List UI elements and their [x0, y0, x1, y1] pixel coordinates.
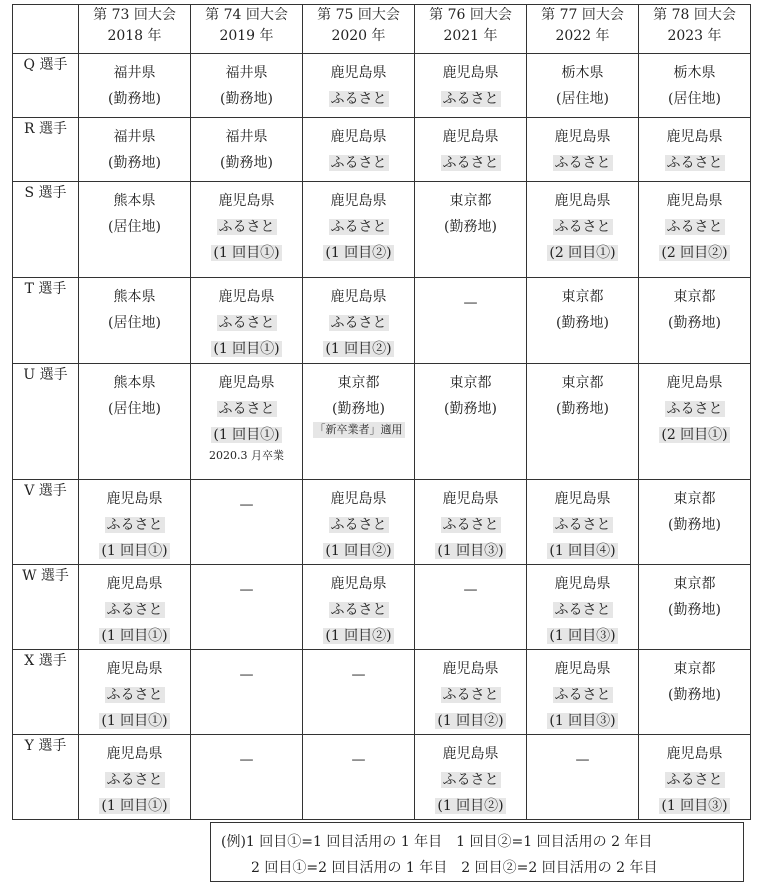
table-cell	[415, 118, 527, 182]
highlight-text: (1 回目③)	[661, 798, 728, 814]
basis-text: (勤務地)	[668, 602, 721, 618]
table-row	[13, 182, 751, 278]
basis-text	[553, 682, 613, 708]
prefecture-text: 鹿児島県	[106, 746, 163, 762]
basis-text: (居住地)	[668, 91, 721, 107]
prefecture-text: 福井県	[225, 129, 268, 145]
highlight-text: (1 回目①)	[213, 427, 280, 443]
highlight-text: ふるさと	[106, 602, 163, 618]
column-header-year: 2020 年	[331, 28, 386, 44]
prefecture-text: 鹿児島県	[330, 193, 387, 209]
basis-text: (勤務地)	[556, 401, 609, 417]
athlete-label: V 選手	[13, 480, 79, 565]
column-header-year: 2022 年	[555, 28, 610, 44]
table-cell	[79, 54, 191, 118]
highlight-text: ふるさと	[218, 219, 275, 235]
empty-dash: —	[351, 752, 366, 768]
highlight-text: (1 回目③)	[549, 628, 616, 644]
highlight-text: (1 回目①)	[213, 245, 280, 261]
table-cell	[79, 364, 191, 480]
highlight-text: ふるさと	[554, 219, 611, 235]
athlete-label: R 選手	[13, 118, 79, 182]
highlight-text: (1 回目③)	[549, 713, 616, 729]
table-cell	[527, 182, 639, 278]
column-header-year: 2023 年	[667, 28, 722, 44]
basis-text	[105, 767, 165, 793]
athlete-label: T 選手	[13, 278, 79, 364]
usage-count-text	[323, 240, 393, 266]
prefecture-text: 鹿児島県	[554, 491, 611, 507]
prefecture-text: 東京都	[561, 289, 604, 305]
basis-text	[217, 214, 277, 240]
usage-count-text	[323, 623, 393, 649]
column-header-title: 第 73 回大会	[93, 7, 176, 23]
athlete-label: S 選手	[13, 182, 79, 278]
table-cell	[415, 565, 527, 650]
usage-count-text	[211, 240, 281, 266]
table-cell	[79, 650, 191, 735]
table-cell	[639, 735, 751, 820]
highlight-text: (1 回目②)	[325, 543, 392, 559]
prefecture-text: 鹿児島県	[106, 491, 163, 507]
highlight-text: ふるさと	[442, 517, 499, 533]
prefecture-text: 鹿児島県	[666, 193, 723, 209]
table-cell	[191, 278, 303, 364]
prefecture-text: 鹿児島県	[442, 65, 499, 81]
prefecture-text: 栃木県	[561, 65, 604, 81]
basis-text	[665, 214, 725, 240]
highlight-text: (1 回目②)	[437, 713, 504, 729]
usage-count-text	[659, 240, 729, 266]
highlight-text: (1 回目②)	[325, 628, 392, 644]
athlete-label: Y 選手	[13, 735, 79, 820]
usage-count-text	[323, 336, 393, 362]
prefecture-text: 鹿児島県	[330, 576, 387, 592]
basis-text	[329, 214, 389, 240]
table-row	[13, 278, 751, 364]
legend-line-2: 2 回目①=2 回目活用の 1 年目 2 回目②=2 回目活用の 2 年目	[251, 860, 658, 876]
prefecture-text: 福井県	[113, 129, 156, 145]
highlight-text: ふるさと	[666, 155, 723, 171]
highlight-text: (1 回目①)	[213, 341, 280, 357]
table-cell	[303, 565, 415, 650]
usage-count-text	[211, 422, 281, 448]
basis-text	[329, 310, 389, 336]
highlight-text: ふるさと	[218, 401, 275, 417]
basis-text: (勤務地)	[444, 401, 497, 417]
prefecture-text: 鹿児島県	[666, 375, 723, 391]
legend-box	[210, 822, 744, 882]
table-cell	[415, 364, 527, 480]
highlight-text: ふるさと	[666, 401, 723, 417]
prefecture-text: 熊本県	[113, 289, 156, 305]
empty-dash: —	[351, 667, 366, 683]
table-cell	[527, 278, 639, 364]
highlight-text: (1 回目④)	[549, 543, 616, 559]
prefecture-text: 鹿児島県	[666, 129, 723, 145]
basis-text	[441, 150, 501, 176]
prefecture-text: 鹿児島県	[554, 129, 611, 145]
usage-count-text	[99, 623, 169, 649]
table-cell	[191, 650, 303, 735]
table-cell	[527, 650, 639, 735]
table-cell	[527, 565, 639, 650]
highlight-text: (1 回目①)	[101, 798, 168, 814]
table-cell	[639, 480, 751, 565]
table-cell	[191, 735, 303, 820]
table-cell	[191, 565, 303, 650]
basis-text: (居住地)	[108, 401, 161, 417]
prefecture-text: 鹿児島県	[554, 661, 611, 677]
table-row	[13, 480, 751, 565]
cell-note: 2020.3 月卒業	[209, 449, 284, 462]
basis-text	[665, 150, 725, 176]
column-header-title: 第 74 回大会	[205, 7, 288, 23]
prefecture-text: 鹿児島県	[442, 661, 499, 677]
prefecture-text: 鹿児島県	[666, 746, 723, 762]
prefecture-text: 鹿児島県	[218, 375, 275, 391]
table-cell	[303, 118, 415, 182]
prefecture-text: 鹿児島県	[218, 289, 275, 305]
basis-text	[105, 512, 165, 538]
basis-text	[329, 86, 389, 112]
table-cell	[303, 278, 415, 364]
table-cell	[191, 182, 303, 278]
table-cell	[79, 118, 191, 182]
column-header-year: 2021 年	[443, 28, 498, 44]
table-cell	[303, 182, 415, 278]
table-row	[13, 735, 751, 820]
prefecture-text: 鹿児島県	[106, 661, 163, 677]
highlight-text: ふるさと	[330, 91, 387, 107]
prefecture-text: 鹿児島県	[554, 576, 611, 592]
basis-text: (勤務地)	[668, 687, 721, 703]
usage-count-text	[99, 793, 169, 819]
basis-text: (居住地)	[108, 315, 161, 331]
prefecture-text: 東京都	[673, 289, 716, 305]
basis-text: (居住地)	[556, 91, 609, 107]
highlight-text: ふるさと	[330, 602, 387, 618]
athlete-label: Q 選手	[13, 54, 79, 118]
basis-text	[105, 597, 165, 623]
empty-dash: —	[463, 582, 478, 598]
usage-count-text	[547, 708, 617, 734]
highlight-text: ふるさと	[330, 155, 387, 171]
table-cell	[191, 364, 303, 480]
table-cell	[303, 364, 415, 480]
basis-text	[441, 682, 501, 708]
table-cell	[415, 54, 527, 118]
table-cell	[79, 278, 191, 364]
highlight-text: (1 回目②)	[325, 341, 392, 357]
column-header	[191, 5, 303, 54]
usage-count-text	[99, 708, 169, 734]
column-header	[79, 5, 191, 54]
empty-dash: —	[239, 582, 254, 598]
prefecture-text: 熊本県	[113, 375, 156, 391]
highlight-text: (2 回目②)	[661, 245, 728, 261]
basis-text: (居住地)	[108, 219, 161, 235]
basis-text	[105, 682, 165, 708]
highlight-text: (2 回目①)	[661, 427, 728, 443]
basis-text	[217, 396, 277, 422]
highlight-text: ふるさと	[666, 219, 723, 235]
column-header-title: 第 77 回大会	[541, 7, 624, 23]
athlete-label: U 選手	[13, 364, 79, 480]
usage-count-text	[99, 538, 169, 564]
empty-dash: —	[463, 295, 478, 311]
prefecture-text: 鹿児島県	[442, 129, 499, 145]
table-cell	[527, 118, 639, 182]
prefecture-text: 福井県	[225, 65, 268, 81]
basis-text: (勤務地)	[556, 315, 609, 331]
table-cell	[191, 118, 303, 182]
table-cell	[303, 54, 415, 118]
table-cell	[639, 650, 751, 735]
empty-dash: —	[239, 752, 254, 768]
basis-text: (勤務地)	[108, 91, 161, 107]
usage-count-text	[211, 336, 281, 362]
empty-dash: —	[239, 667, 254, 683]
header-row	[13, 5, 751, 54]
basis-text: (勤務地)	[220, 91, 273, 107]
table-body	[13, 54, 751, 820]
table-cell	[79, 565, 191, 650]
basis-text	[553, 150, 613, 176]
highlight-text: ふるさと	[330, 517, 387, 533]
legend-line-1: (例)1 回目①=1 回目活用の 1 年目 1 回目②=1 回目活用の 2 年目	[221, 834, 653, 850]
prefecture-text: 鹿児島県	[554, 193, 611, 209]
prefecture-text: 東京都	[449, 375, 492, 391]
prefecture-text: 鹿児島県	[442, 746, 499, 762]
table-cell	[415, 278, 527, 364]
basis-text	[441, 767, 501, 793]
prefecture-text: 鹿児島県	[330, 65, 387, 81]
column-header	[303, 5, 415, 54]
prefecture-text: 東京都	[449, 193, 492, 209]
column-header	[527, 5, 639, 54]
highlight-text: ふるさと	[554, 687, 611, 703]
basis-text: (勤務地)	[332, 401, 385, 417]
basis-text	[665, 396, 725, 422]
usage-count-text	[547, 623, 617, 649]
column-header	[639, 5, 751, 54]
basis-text	[329, 512, 389, 538]
basis-text: (勤務地)	[444, 219, 497, 235]
athlete-label: X 選手	[13, 650, 79, 735]
highlight-text: ふるさと	[554, 602, 611, 618]
table-cell	[639, 182, 751, 278]
table-cell	[415, 480, 527, 565]
highlight-text: ふるさと	[554, 155, 611, 171]
highlight-text: (1 回目①)	[101, 628, 168, 644]
column-header-title: 第 76 回大会	[429, 7, 512, 23]
prefecture-text: 東京都	[673, 661, 716, 677]
highlight-text: ふるさと	[106, 772, 163, 788]
basis-text: (勤務地)	[668, 315, 721, 331]
prefecture-text: 鹿児島県	[330, 491, 387, 507]
prefecture-text: 鹿児島県	[330, 129, 387, 145]
highlight-text: (1 回目①)	[101, 713, 168, 729]
highlight-text: ふるさと	[106, 517, 163, 533]
table-cell	[79, 480, 191, 565]
highlight-text: ふるさと	[218, 315, 275, 331]
usage-count-text	[547, 240, 617, 266]
eligibility-table	[12, 4, 751, 820]
table-cell	[303, 735, 415, 820]
empty-dash: —	[575, 752, 590, 768]
highlight-text: ふるさと	[554, 517, 611, 533]
highlight-text: (1 回目③)	[437, 543, 504, 559]
table-row	[13, 118, 751, 182]
basis-text	[553, 512, 613, 538]
cell-note: 「新卒業者」適用	[314, 423, 403, 436]
table-cell	[79, 182, 191, 278]
basis-text	[665, 767, 725, 793]
table-cell	[303, 480, 415, 565]
table-cell	[415, 735, 527, 820]
usage-count-text	[435, 793, 505, 819]
table-row	[13, 364, 751, 480]
usage-count-text	[659, 793, 729, 819]
table-row	[13, 650, 751, 735]
table-row	[13, 565, 751, 650]
basis-text	[217, 310, 277, 336]
prefecture-text: 栃木県	[673, 65, 716, 81]
basis-text	[441, 512, 501, 538]
prefecture-text: 熊本県	[113, 193, 156, 209]
basis-text: (勤務地)	[220, 155, 273, 171]
table-cell	[639, 364, 751, 480]
column-header-title: 第 75 回大会	[317, 7, 400, 23]
usage-count-text	[435, 708, 505, 734]
usage-count-text	[323, 538, 393, 564]
usage-count-text	[659, 422, 729, 448]
prefecture-text: 東京都	[673, 491, 716, 507]
prefecture-text: 鹿児島県	[330, 289, 387, 305]
basis-text	[553, 597, 613, 623]
table-cell	[527, 480, 639, 565]
table-cell	[415, 650, 527, 735]
empty-dash: —	[239, 497, 254, 513]
highlight-text: ふるさと	[330, 219, 387, 235]
basis-text	[329, 597, 389, 623]
highlight-text: (2 回目①)	[549, 245, 616, 261]
usage-count-text	[547, 538, 617, 564]
highlight-text: (1 回目②)	[325, 245, 392, 261]
prefecture-text: 鹿児島県	[442, 491, 499, 507]
table-row	[13, 54, 751, 118]
basis-text	[329, 150, 389, 176]
highlight-text: ふるさと	[442, 91, 499, 107]
basis-text: (勤務地)	[668, 517, 721, 533]
prefecture-text: 鹿児島県	[218, 193, 275, 209]
prefecture-text: 東京都	[561, 375, 604, 391]
basis-text	[441, 86, 501, 112]
table-cell	[79, 735, 191, 820]
column-header	[415, 5, 527, 54]
highlight-text: ふるさと	[106, 687, 163, 703]
athlete-label: W 選手	[13, 565, 79, 650]
highlight-text: ふるさと	[330, 315, 387, 331]
column-header-year: 2019 年	[219, 28, 274, 44]
table-cell	[639, 118, 751, 182]
column-header-title: 第 78 回大会	[653, 7, 736, 23]
usage-count-text	[435, 538, 505, 564]
highlight-text: ふるさと	[442, 155, 499, 171]
table-cell	[191, 480, 303, 565]
basis-text: (勤務地)	[108, 155, 161, 171]
table-cell	[527, 735, 639, 820]
table-cell	[639, 565, 751, 650]
highlight-text: ふるさと	[442, 772, 499, 788]
prefecture-text: 福井県	[113, 65, 156, 81]
table-cell	[639, 54, 751, 118]
prefecture-text: 鹿児島県	[106, 576, 163, 592]
prefecture-text: 東京都	[673, 576, 716, 592]
highlight-text: (1 回目②)	[437, 798, 504, 814]
table-cell	[303, 650, 415, 735]
table-cell	[639, 278, 751, 364]
table-cell	[191, 54, 303, 118]
table-cell	[527, 54, 639, 118]
table-cell	[527, 364, 639, 480]
highlight-text: ふるさと	[666, 772, 723, 788]
highlight-text: ふるさと	[442, 687, 499, 703]
highlight-text: (1 回目①)	[101, 543, 168, 559]
column-header-year: 2018 年	[107, 28, 162, 44]
corner-cell	[13, 5, 79, 54]
prefecture-text: 東京都	[337, 375, 380, 391]
table-cell	[415, 182, 527, 278]
basis-text	[553, 214, 613, 240]
